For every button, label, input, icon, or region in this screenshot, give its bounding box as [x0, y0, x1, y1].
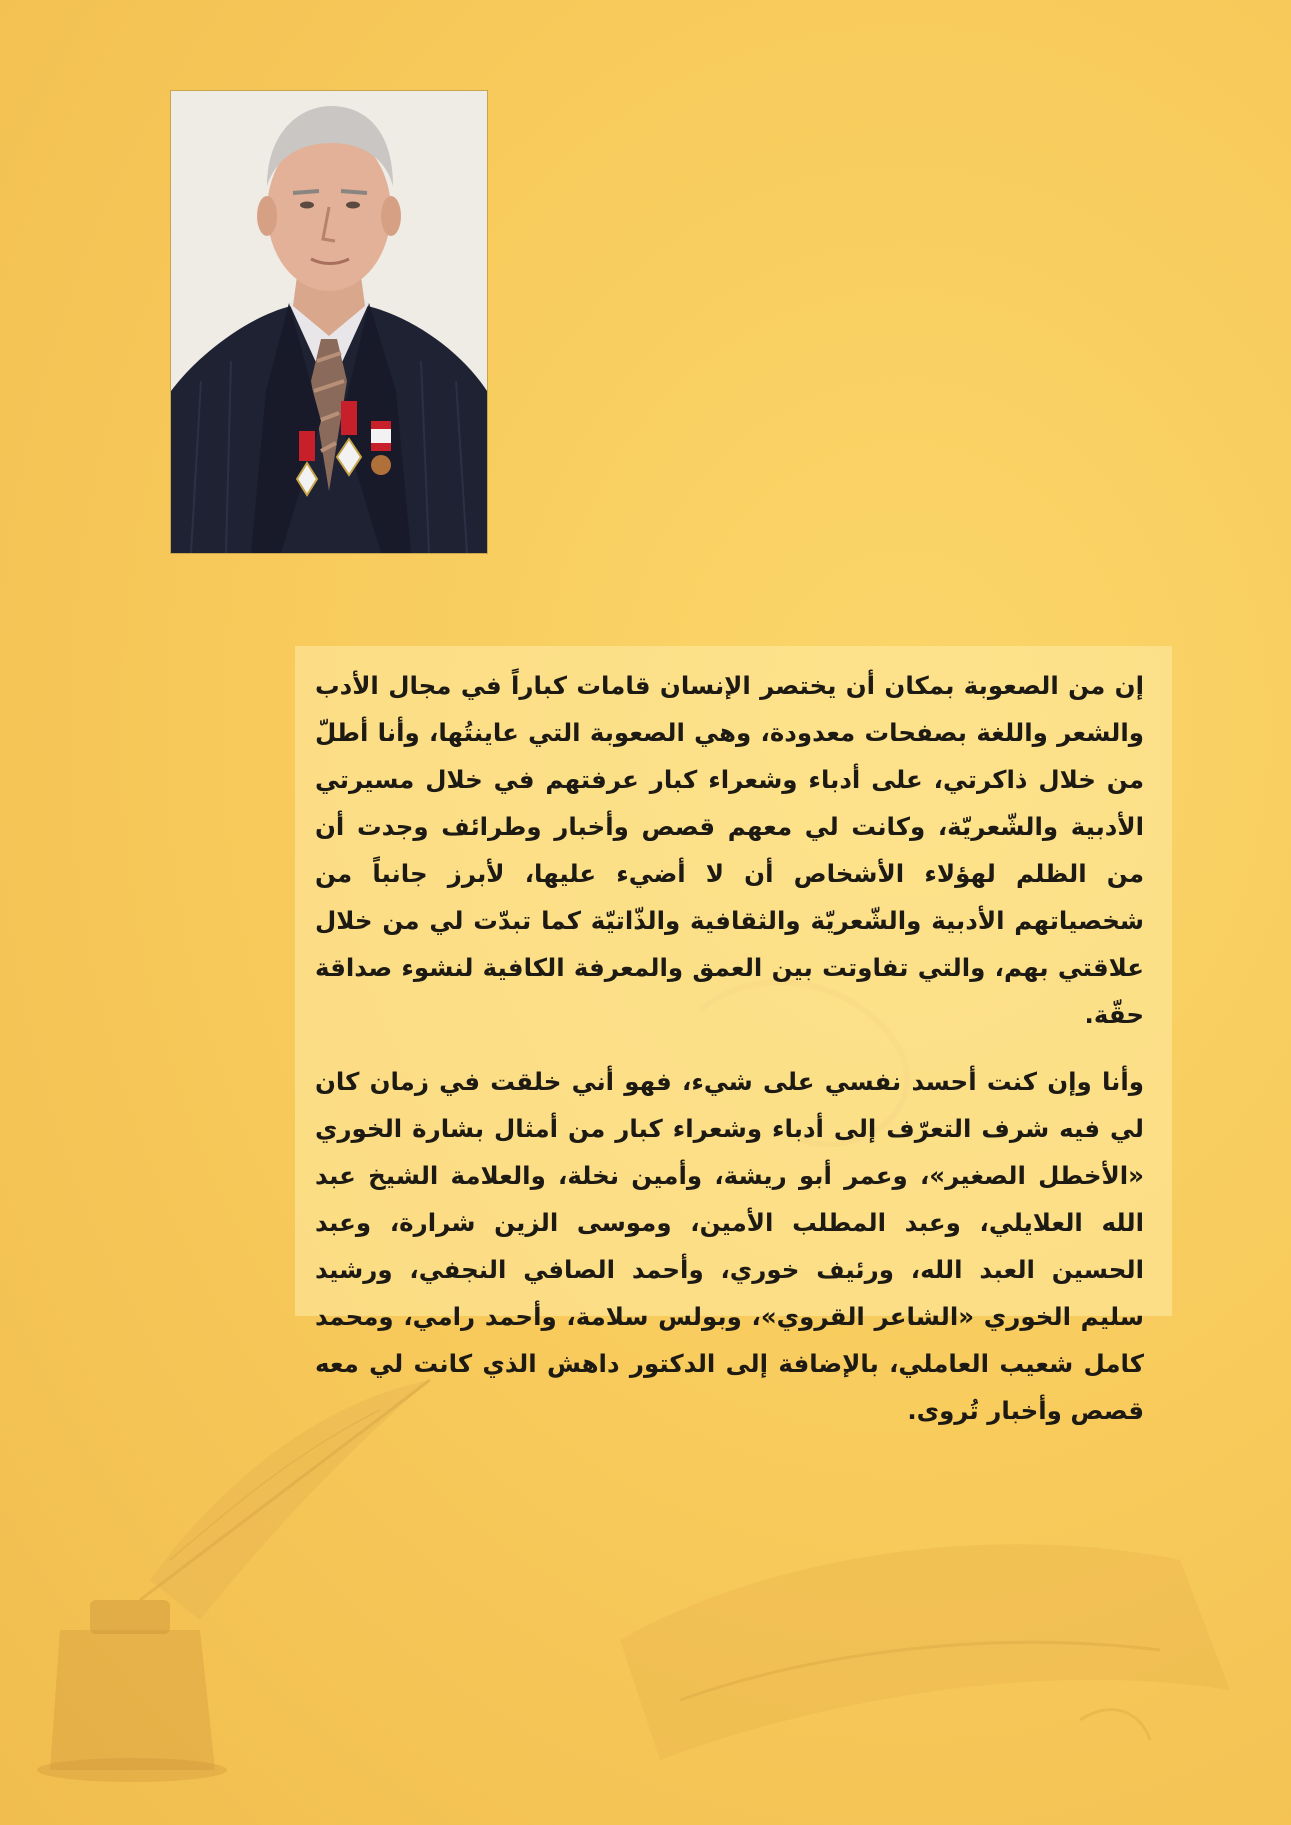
- biography-text-panel: [295, 646, 1172, 1425]
- paragraph-writers-list: وأنا وإن كنت أحسد نفسي على شيء، فهو أني خلقت في زمان كان لي فيه شرف التعرّف إلى أدباء وشعراء كبار من أمثال بشارة الخوري «الأخطل الصغير»، وعمر أبو ريشة، وأمين نخلة، والعلامة الشيخ عبد الله العلايلي، وعبد المطلب الأمين، وموسى الزين شرارة، وعبد الحسين العبد الله، ورئيف خوري، وأحمد الصافي النجفي، ورشيد سليم الخوري «الشاعر القروي»، وبولس سلامة، وأحمد رامي، ومحمد كامل شعيب العاملي، بالإضافة إلى الدكتور داهش الذي كانت لي معه قصص وأخبار تُروى.: [315, 1067, 1144, 1425]
- author-portrait-photo: [170, 90, 488, 554]
- paragraph-intro: إن من الصعوبة بمكان أن يختصر الإنسان قامات كباراً في مجال الأدب والشعر واللغة بصفحات معدودة، وهي الصعوبة التي عاينتُها، وأنا أطلّ من خلال ذاكرتي، على أدباء وشعراء كبار عرفتهم في خلال مسيرتي الأدبية والشّعريّة، وكانت لي معهم قصص وأخبار وطرائف وجدت أن من الظلم لهؤلاء الأشخاص أن لا أضيء عليها، لأبرز جانباً من شخصياتهم الأدبية والشّعريّة والثقافية والذّاتيّة كما تبدّت لي من خلال علاقتي بهم، والتي تفاوتت بين العمق والمعرفة الكافية لنشوء صداقة حقّة.: [315, 671, 1144, 1029]
